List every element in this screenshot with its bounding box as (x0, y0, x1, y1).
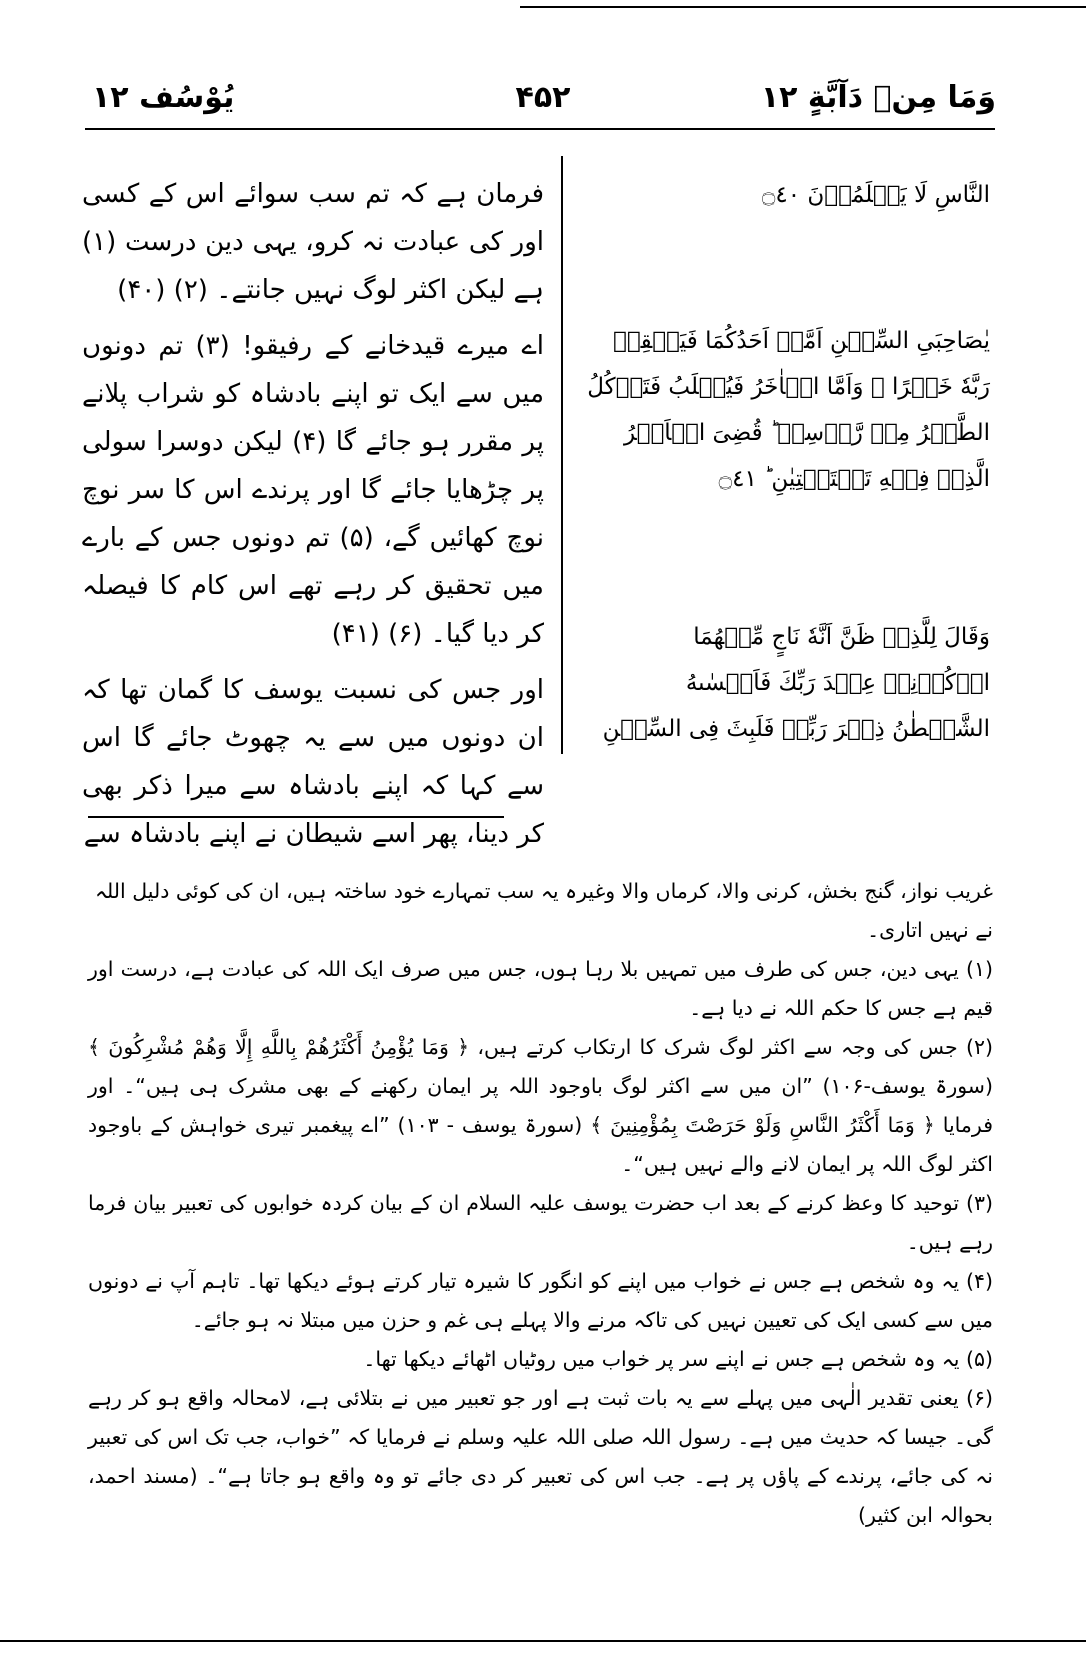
footnote-6 (88, 1379, 993, 1535)
surah-name-title: یُوْسُف ۱۲ (92, 80, 235, 115)
column-divider (561, 156, 563, 754)
translation-column (82, 170, 544, 866)
ayah-40-end: النَّاسِ لَا يَعۡلَمُوۡنَ ۝٤٠ (761, 182, 990, 208)
footnote-text: یہی دین، جس کی طرف میں تمہیں بلا رہا ہوں، جس میں صرف ایک اللہ کی عبادت ہے، درست اور قیم ہے جس کا حکم اللہ نے دیا ہے۔ (88, 957, 993, 1020)
translation-40: فرمان ہے کہ تم سب سوائے اس کے کسی اور کی عبادت نہ کرو، یہی دین درست (۱) ہے لیکن اکثر لوگ نہیں جانتے۔ (۲) (۴۰) (82, 179, 544, 305)
header-rule (85, 128, 995, 130)
footnote-lead: غریب نواز، گنج بخش، کرنی والا، کرماں والا وغیرہ یہ سب تمہارے خود ساختہ ہیں، ان کی کوئی دلیل اللہ نے نہیں اتاری۔ (94, 879, 993, 942)
footnote-4 (88, 1262, 993, 1340)
footnote-text: توحید کا وعظ کرنے کے بعد اب حضرت یوسف علیہ السلام ان کے بیان کردہ خوابوں کی تعبیر بیان فرما رہے ہیں۔ (88, 1191, 993, 1254)
top-rule (520, 6, 1086, 8)
translation-42: اور جس کی نسبت یوسف کا گمان تھا کہ ان دونوں میں سے یہ چھوٹ جائے گا اس سے کہا کہ اپنے بادشاہ سے میرا ذکر بھی کر دینا، پھر اسے شیطان نے اپنے بادشاہ سے (82, 675, 544, 849)
footnote-5 (88, 1340, 993, 1379)
footnote-number: (۲) (965, 1035, 993, 1059)
ayah-42-start: وَقَالَ لِلَّذِىۡ ظَنَّ اَنَّهٗ نَاجٍ مِّنۡهُمَا اذۡكُرۡنِىۡ عِنۡدَ رَبِّكَ فَاَنۡسٰٮهُ الشَّيۡطٰنُ ذِكۡرَ رَبِّهٖ فَلَبِثَ فِى السِّجۡنِ (602, 624, 990, 742)
footnote-3 (88, 1184, 993, 1262)
footnotes (88, 872, 993, 1535)
footnote-text: یہ وہ شخص ہے جس نے اپنے سر پر خواب میں روٹیاں اٹھائے دیکھا تھا۔ (363, 1347, 960, 1371)
translation-41: اے میرے قیدخانے کے رفیقو! (۳) تم دونوں میں سے ایک تو اپنے بادشاہ کو شراب پلانے پر مقرر ہو جائے گا (۴) لیکن دوسرا سولی پر چڑھایا جائے گا اور پرندے اس کا سر نوچ نوچ کھائیں گے، (۵) تم دونوں جس کے بارے میں تحقیق کر رہے تھے اس کام کا فیصلہ کر دیا گیا۔ (۶) (۴۱) (82, 331, 544, 649)
footnote-separator (88, 816, 504, 818)
footnote-number: (۱) (965, 957, 993, 981)
footnote-1 (88, 950, 993, 1028)
footnote-number: (۴) (965, 1269, 993, 1293)
footnote-2 (88, 1028, 993, 1184)
footnote-text: یہ وہ شخص ہے جس نے خواب میں اپنے کو انگور کا شیرہ تیار کرتے ہوئے دیکھا تھا۔ تاہم آپ نے دونوں میں سے کسی ایک کی تعیین نہیں کی تاکہ مرنے والا پہلے ہی غم و حزن میں مبتلا نہ ہو جائے۔ (88, 1269, 993, 1332)
ayah-41: يٰصَاحِبَىِ السِّجۡنِ اَمَّاۤ اَحَدُكُمَا فَيَسۡقِىۡ رَبَّهٗ خَمۡرًا‌ ۚ وَاَمَّا الۡاٰخَرُ فَيُصۡلَبُ فَتَاۡكُلُ الطَّيۡرُ مِنۡ رَّاۡسِهٖ‌ ؕ قُضِىَ الۡاَمۡرُ الَّذِىۡ فِيۡهِ تَسۡتَفۡتِيٰنِ ؕ‏ ۝٤١ (587, 328, 990, 492)
footnote-number: (۶) (965, 1386, 993, 1410)
bottom-edge-rule (0, 1640, 1086, 1642)
footnote-number: (۳) (965, 1191, 993, 1215)
page-number: ۴۵۲ (515, 80, 571, 115)
footnote-text: یعنی تقدیر الٰہی میں پہلے سے یہ بات ثبت ہے اور جو تعبیر میں نے بتلائی ہے، لامحالہ واقع ہو کر رہے گی۔ جیسا کہ حدیث میں ہے۔ رسول اللہ صلی اللہ علیہ وسلم نے فرمایا کہ ”خواب، جب تک اس کی تعبیر نہ کی جائے، پرندے کے پاؤں پر ہے۔ جب اس کی تعبیر کر دی جائے تو وہ واقع ہو جاتا ہے“۔ (مسند احمد، بحوالہ ابن کثیر) (88, 1386, 993, 1527)
surah-section-title: وَمَا مِنۡ دَآبَّةٍ ١٢ (760, 80, 996, 115)
footnote-number: (۵) (965, 1347, 993, 1371)
footnote-text: جس کی وجہ سے اکثر لوگ شرک کا ارتکاب کرتے ہیں، ﴿ وَمَا يُؤْمِنُ أَكْثَرُهُمْ بِاللَّهِ إِلَّا وَهُمْ مُشْرِكُونَ ﴾ (سورۃ یوسف-۱۰۶) ”ان میں سے اکثر لوگ باوجود اللہ پر ایمان رکھنے کے بھی مشرک ہی ہیں“۔ اور فرمایا ﴿ وَمَا أَكْثَرُ النَّاسِ وَلَوْ حَرَصْتَ بِمُؤْمِنِينَ ﴾ (سورۃ یوسف - ۱۰۳) ”اے پیغمبر تیری خواہش کے باوجود اکثر لوگ اللہ پر ایمان لانے والے نہیں ہیں“۔ (88, 1035, 993, 1176)
